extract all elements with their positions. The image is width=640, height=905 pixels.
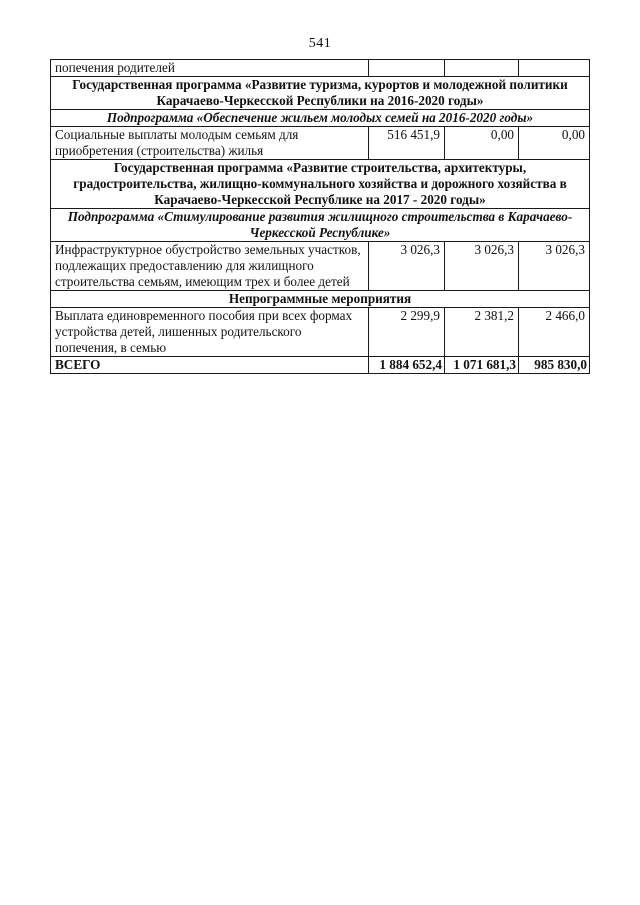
subprogram-title: Подпрограмма «Обеспечение жильем молодых семей на 2016-2020 годы» [51,110,590,127]
row-label: попечения родителей [51,60,369,77]
table-row-infrastructure [51,242,590,291]
value-2018: 3 026,3 [369,242,445,291]
total-label: ВСЕГО [51,357,369,374]
table-row-continuation [51,60,590,77]
value-2019: 3 026,3 [445,242,519,291]
page-number: 541 [308,36,332,51]
value-cell [445,60,519,77]
value-2019: 0,00 [445,127,519,160]
budget-table [50,59,590,374]
value-cell [519,60,590,77]
value-2020: 3 026,3 [519,242,590,291]
table-row-social-payments [51,127,590,160]
value-2020: 2 466,0 [519,308,590,357]
program-title: Государственная программа «Развитие туризма, курортов и молодежной политики Карачаево-Черкесской Республики на 2016-2020 годы» [51,77,590,110]
program-heading-tourism [51,77,590,110]
subprogram-heading-stimulation [51,209,590,242]
value-2018: 516 451,9 [369,127,445,160]
subprogram-heading-housing [51,110,590,127]
total-2018: 1 884 652,4 [369,357,445,374]
table-row-total [51,357,590,374]
value-cell [369,60,445,77]
table-row-allowance [51,308,590,357]
row-label: Социальные выплаты молодым семьям для приобретения (строительства) жилья [51,127,369,160]
program-title: Государственная программа «Развитие строительства, архитектуры, градостроительства, жилищно-коммунального хозяйства и дорожного хозяйства в Карачаево-Черкесской Республике на 2017 - 2020 годы» [51,160,590,209]
group-title: Непрограммные мероприятия [51,291,590,308]
value-2019: 2 381,2 [445,308,519,357]
row-label: Выплата единовременного пособия при всех формах устройства детей, лишенных родительского попечения, в семью [51,308,369,357]
program-heading-construction [51,160,590,209]
total-2020: 985 830,0 [519,357,590,374]
nonprogram-heading [51,291,590,308]
subprogram-title: Подпрограмма «Стимулирование развития жилищного строительства в Карачаево-Черкесской Республике» [51,209,590,242]
value-2020: 0,00 [519,127,590,160]
value-2018: 2 299,9 [369,308,445,357]
row-label: Инфраструктурное обустройство земельных участков, подлежащих предоставлению для жилищного строительства семьям, имеющим трех и более детей [51,242,369,291]
total-2019: 1 071 681,3 [445,357,519,374]
